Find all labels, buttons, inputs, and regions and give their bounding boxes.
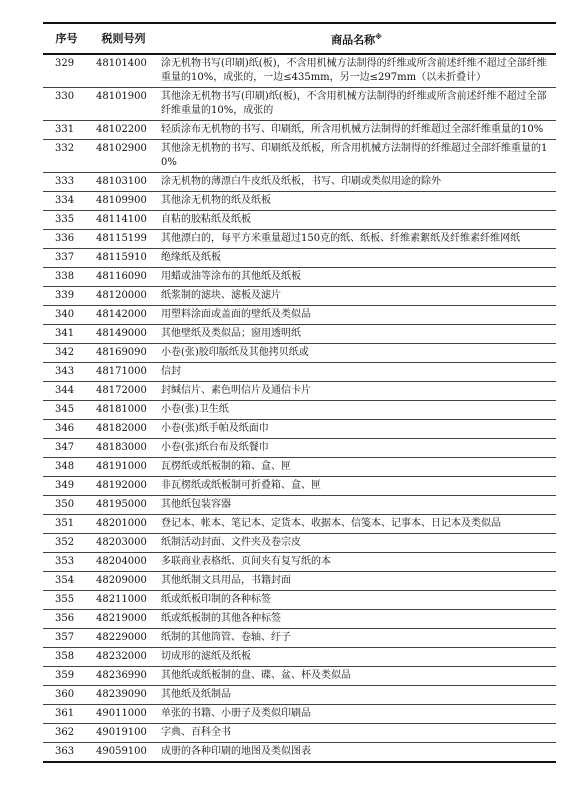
cell-name: 其他纸制文具用品，书籍封面	[157, 572, 556, 591]
cell-no: 329	[43, 54, 90, 88]
cell-name: 纸制活动封面、文件夹及卷宗皮	[157, 534, 556, 553]
cell-code: 49011000	[90, 705, 157, 724]
cell-no: 341	[43, 325, 90, 344]
cell-no: 361	[43, 705, 90, 724]
cell-no: 349	[43, 477, 90, 496]
cell-code: 48181000	[90, 401, 157, 420]
cell-name: 登记本、帐本、笔记本、定货本、收据本、信笺本、记事本、日记本及类似品	[157, 515, 556, 534]
cell-name: 字典、百科全书	[157, 724, 556, 743]
cell-no: 351	[43, 515, 90, 534]
cell-no: 352	[43, 534, 90, 553]
table-row	[43, 140, 556, 173]
cell-no: 338	[43, 268, 90, 287]
cell-no: 336	[43, 230, 90, 249]
cell-no: 362	[43, 724, 90, 743]
cell-no: 353	[43, 553, 90, 572]
cell-name: 瓦楞纸或纸板制的箱、盒、匣	[157, 458, 556, 477]
table-row	[43, 382, 556, 401]
cell-name: 小卷(张)胶印版纸及其他拷贝纸或	[157, 344, 556, 363]
table-row	[43, 363, 556, 382]
table-row	[43, 173, 556, 192]
cell-no: 343	[43, 363, 90, 382]
cell-name: 用塑料涂面或盖面的壁纸及类似品	[157, 306, 556, 325]
table-row	[43, 743, 556, 763]
cell-code: 48211000	[90, 591, 157, 610]
cell-name: 其他纸包装容器	[157, 496, 556, 515]
table-row	[43, 724, 556, 743]
cell-name: 其他涂无机物书写(印刷)纸(板)，不含用机械方法制得的纤维或所含前述纤维不超过全部纤维重量的10%，成张的	[157, 88, 556, 121]
cell-name: 纸或纸板制的其他各种标签	[157, 610, 556, 629]
table-row	[43, 629, 556, 648]
cell-no: 331	[43, 121, 90, 140]
table-row	[43, 325, 556, 344]
cell-name: 其他涂无机物的书写、印刷纸及纸板，所含用机械方法制得的纤维超过全部纤维重量的10%	[157, 140, 556, 173]
cell-code: 48120000	[90, 287, 157, 306]
table-row	[43, 344, 556, 363]
table-row	[43, 610, 556, 629]
table-row	[43, 477, 556, 496]
cell-name: 用蜡或油等涂布的其他纸及纸板	[157, 268, 556, 287]
cell-name: 小卷(张)纸台布及纸餐巾	[157, 439, 556, 458]
cell-code: 48149000	[90, 325, 157, 344]
cell-no: 344	[43, 382, 90, 401]
cell-code: 48229000	[90, 629, 157, 648]
cell-name: 小卷(张)卫生纸	[157, 401, 556, 420]
cell-no: 339	[43, 287, 90, 306]
table-body	[43, 54, 556, 762]
cell-name: 涂无机物书写(印刷)纸(板)，不含用机械方法制得的纤维或所含前述纤维不超过全部纤维重量的10%，成张的，一边≤435mm，另一边≤297mm（以未折叠计）	[157, 54, 556, 88]
cell-code: 48201000	[90, 515, 157, 534]
cell-name: 单张的书籍、小册子及类似印刷品	[157, 705, 556, 724]
table-row	[43, 211, 556, 230]
cell-code: 48203000	[90, 534, 157, 553]
header-no: 序号	[43, 23, 90, 54]
cell-no: 342	[43, 344, 90, 363]
header-name-text: 商品名称	[331, 33, 376, 47]
table-row	[43, 458, 556, 477]
cell-code: 48209000	[90, 572, 157, 591]
tariff-table	[43, 22, 556, 763]
cell-no: 347	[43, 439, 90, 458]
table-row	[43, 686, 556, 705]
table-header-row	[43, 23, 556, 54]
table-row	[43, 306, 556, 325]
table-row	[43, 54, 556, 88]
cell-no: 360	[43, 686, 90, 705]
cell-no: 357	[43, 629, 90, 648]
table-row	[43, 192, 556, 211]
cell-no: 348	[43, 458, 90, 477]
cell-name: 纸制的其他筒管、卷轴、纡子	[157, 629, 556, 648]
cell-no: 335	[43, 211, 90, 230]
cell-no: 354	[43, 572, 90, 591]
cell-name: 封缄信片、素色明信片及通信卡片	[157, 382, 556, 401]
table-row	[43, 572, 556, 591]
cell-code: 48219000	[90, 610, 157, 629]
cell-no: 332	[43, 140, 90, 173]
cell-code: 48102900	[90, 140, 157, 173]
table-row	[43, 591, 556, 610]
cell-code: 48183000	[90, 439, 157, 458]
cell-no: 334	[43, 192, 90, 211]
table-row	[43, 420, 556, 439]
cell-no: 350	[43, 496, 90, 515]
table-row	[43, 121, 556, 140]
cell-no: 355	[43, 591, 90, 610]
header-code: 税则号列	[90, 23, 157, 54]
table-row	[43, 401, 556, 420]
cell-no: 346	[43, 420, 90, 439]
cell-code: 49059100	[90, 743, 157, 763]
cell-name: 其他涂无机物的纸及纸板	[157, 192, 556, 211]
table-row	[43, 230, 556, 249]
cell-name: 其他纸及纸制品	[157, 686, 556, 705]
cell-name: 轻质涂布无机物的书写、印刷纸，所含用机械方法制得的纤维超过全部纤维重量的10%	[157, 121, 556, 140]
cell-name: 其他壁纸及类似品；窗用透明纸	[157, 325, 556, 344]
cell-code: 48103100	[90, 173, 157, 192]
table-row	[43, 88, 556, 121]
cell-name: 切成形的滤纸及纸板	[157, 648, 556, 667]
table-row	[43, 648, 556, 667]
cell-name: 其他漂白的，每平方米重量超过150克的纸、纸板、纤维素絮纸及纤维素纤维网纸	[157, 230, 556, 249]
cell-name: 成册的各种印刷的地图及类似图表	[157, 743, 556, 763]
table-row	[43, 534, 556, 553]
cell-name: 纸浆制的滤块、滤板及滤片	[157, 287, 556, 306]
cell-no: 363	[43, 743, 90, 763]
cell-no: 356	[43, 610, 90, 629]
cell-name: 小卷(张)纸手帕及纸面巾	[157, 420, 556, 439]
cell-name: 纸或纸板印制的各种标签	[157, 591, 556, 610]
cell-name: 涂无机物的薄漂白牛皮纸及纸板，书写、印刷或类似用途的除外	[157, 173, 556, 192]
cell-code: 48171000	[90, 363, 157, 382]
cell-code: 48102200	[90, 121, 157, 140]
cell-code: 48236990	[90, 667, 157, 686]
cell-code: 48204000	[90, 553, 157, 572]
header-name-mark: ※	[375, 32, 382, 41]
cell-no: 333	[43, 173, 90, 192]
cell-code: 48232000	[90, 648, 157, 667]
cell-no: 340	[43, 306, 90, 325]
table-row	[43, 667, 556, 686]
cell-code: 48114100	[90, 211, 157, 230]
cell-name: 非瓦楞纸或纸板制可折叠箱、盒、匣	[157, 477, 556, 496]
cell-code: 48115199	[90, 230, 157, 249]
cell-code: 48192000	[90, 477, 157, 496]
cell-name: 多联商业表格纸、页间夹有复写纸的本	[157, 553, 556, 572]
cell-no: 358	[43, 648, 90, 667]
cell-code: 48101400	[90, 54, 157, 88]
cell-no: 337	[43, 249, 90, 268]
table-row	[43, 439, 556, 458]
table-row	[43, 705, 556, 724]
cell-code: 48115910	[90, 249, 157, 268]
table-row	[43, 496, 556, 515]
cell-code: 48239090	[90, 686, 157, 705]
cell-name: 绝缘纸及纸板	[157, 249, 556, 268]
cell-no: 330	[43, 88, 90, 121]
cell-code: 48142000	[90, 306, 157, 325]
table-row	[43, 268, 556, 287]
table-row	[43, 287, 556, 306]
cell-code: 48101900	[90, 88, 157, 121]
cell-code: 49019100	[90, 724, 157, 743]
cell-name: 信封	[157, 363, 556, 382]
cell-name: 其他纸或纸板制的盘、碟、盆、杯及类似品	[157, 667, 556, 686]
cell-code: 48169090	[90, 344, 157, 363]
header-name	[157, 23, 556, 54]
cell-code: 48172000	[90, 382, 157, 401]
table-row	[43, 553, 556, 572]
cell-name: 自粘的胶粘纸及纸板	[157, 211, 556, 230]
table-row	[43, 249, 556, 268]
cell-no: 359	[43, 667, 90, 686]
cell-code: 48116090	[90, 268, 157, 287]
cell-code: 48191000	[90, 458, 157, 477]
cell-code: 48195000	[90, 496, 157, 515]
cell-code: 48109900	[90, 192, 157, 211]
cell-code: 48182000	[90, 420, 157, 439]
table-row	[43, 515, 556, 534]
cell-no: 345	[43, 401, 90, 420]
